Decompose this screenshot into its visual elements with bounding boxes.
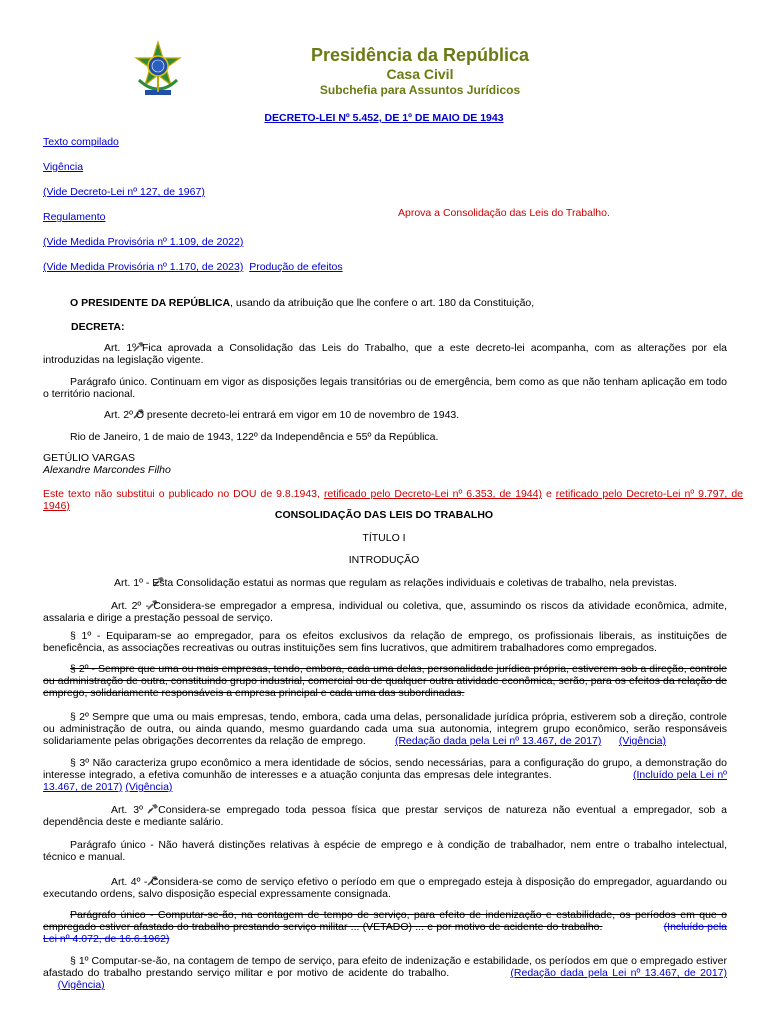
titulo-i: TÍTULO I	[362, 532, 406, 544]
decreta-label: DECRETA:	[71, 321, 125, 333]
clt-art3-par: Parágrafo único - Não haverá distinções relativas à espécie de emprego e à condição de trabalhador, nem entre o trabalho intelectual, técnico e manual.	[43, 839, 727, 863]
par-unico-decree: Parágrafo único. Continuam em vigor as disposições legais transitórias ou de emergência, bem como as que não tenham aplicação em todo o território nacional.	[43, 376, 727, 400]
link-vigencia-art4[interactable]: (Vigência)	[57, 979, 105, 991]
link-vide-mp-1109[interactable]: (Vide Medida Provisória nº 1.109, de 2022)	[43, 236, 244, 248]
clt-par1: § 1º - Equiparam-se ao empregador, para os efeitos exclusivos da relação de emprego, os profissionais liberais, as instituições de beneficência, as associações recreativas ou outras instituições sem fins lucrativos, que admitirem trabalhadores como empregados.	[43, 630, 727, 654]
clt-art2: Art. 2º - Considera-se empregador a empresa, individual ou coletiva, que, assumindo os riscos da atividade econômica, admite, assalaria e dirige a prestação pessoal de serviço.	[43, 600, 727, 624]
clt-art4-par-revoked: Parágrafo único - Computar-se-ão, na contagem de tempo de serviço, para efeito de indenização e estabilidade, os períodos em que o empregado estiver afastado do trabalho prestando serviço militar ... (VETADO) ... e por motivo de acidente do trabalho. (Incluído pela Lei nº 4.072, de 16.6.1962)	[43, 909, 728, 945]
link-vigencia-par2[interactable]: (Vigência)	[618, 735, 666, 747]
clt-title: CONSOLIDAÇÃO DAS LEIS DO TRABALHO	[274, 509, 494, 521]
link-redacao-13467[interactable]: (Redação dada pela Lei nº 13.467, de 2017)	[394, 735, 602, 747]
clt-art4-par1: § 1º Computar-se-ão, na contagem de tempo de serviço, para efeito de indenização e estabilidade, os períodos em que o empregado estiver afastado do trabalho prestando serviço militar e por motivo de acidente do trabalho. (Redação dada pela Lei nº 13.467, de 2017) (Vigência)	[43, 955, 727, 991]
clt-art1: Art. 1º - Esta Consolidação estatui as normas que regulam as relações individuais e coletivas de trabalho, nela previstas.	[43, 576, 727, 589]
link-vide-decreto-lei-127[interactable]: (Vide Decreto-Lei nº 127, de 1967)	[43, 186, 205, 198]
link-producao-efeitos[interactable]: Produção de efeitos	[249, 261, 343, 273]
link-texto-compilado[interactable]: Texto compilado	[43, 136, 119, 148]
hammer-icon[interactable]	[95, 875, 107, 886]
clt-art4: Art. 4º - Considera-se como de serviço efetivo o período em que o empregado esteja à disposição do empregador, aguardando ou executando ordens, salvo disposição especial expressamente consignada.	[43, 876, 727, 900]
hammer-icon[interactable]	[88, 408, 100, 419]
decree-title-link[interactable]: DECRETO-LEI Nº 5.452, DE 1º DE MAIO DE 1943	[264, 112, 504, 124]
link-incluido-4072[interactable]: (Incluído pela Lei nº 4.072, de 16.6.1962)	[43, 921, 728, 945]
clt-par2-revoked: § 2º - Sempre que uma ou mais empresas, tendo, embora, cada uma delas, personalidade jurídica própria, estiverem sob a direção, controle ou administração de outra, constituindo grupo industrial, comercial ou de qualquer outra atividade econômica, serão, para os efeitos da relação de emprego, solidariamente responsáveis a empresa principal e cada uma das subordinadas.	[43, 663, 727, 699]
header-titles	[300, 44, 540, 98]
brasao-emblem-icon	[133, 40, 183, 100]
link-retificado-9797[interactable]: retificado pelo Decreto-Lei nº 9.797, de 1946)	[43, 488, 743, 512]
ementa: Aprova a Consolidação das Leis do Trabalho.	[398, 207, 610, 219]
hammer-icon[interactable]	[88, 341, 100, 352]
place-date: Rio de Janeiro, 1 de maio de 1943, 122º da Independência e 55º da República.	[70, 431, 439, 443]
link-redacao-13467-art4[interactable]: (Redação dada pela Lei nº 13.467, de 2017)	[510, 967, 727, 979]
preamble-bold: O PRESIDENTE DA REPÚBLICA	[70, 297, 231, 309]
hammer-icon[interactable]	[95, 803, 107, 814]
link-incluido-13467[interactable]: (Incluído pela Lei nº 13.467, de 2017)	[43, 769, 727, 793]
link-vide-mp-1170[interactable]: (Vide Medida Provisória nº 1.170, de 2023)	[43, 261, 244, 273]
art1-decree: Art. 1º Fica aprovada a Consolidação das Leis do Trabalho, que a este decreto-lei acompanha, com as alterações por ela introduzidas na legislação vigente.	[43, 342, 727, 366]
header-subtitle: Casa Civil	[386, 66, 454, 82]
hammer-icon[interactable]	[98, 576, 110, 587]
preamble-rest: , usando da atribuição que lhe confere o art. 180 da Constituição,	[230, 297, 535, 309]
link-retificado-6353[interactable]: retificado pelo Decreto-Lei nº 6.353, de 1944)	[323, 488, 542, 500]
notice: Este texto não substitui o publicado no DOU de 9.8.1943, retificado pelo Decreto-Lei nº 6.353, de 1944) e retificado pelo Decreto-Lei nº 9.797, de 1946)	[43, 488, 743, 512]
clt-art3: Art. 3º - Considera-se empregado toda pessoa física que prestar serviços de natureza não eventual a empregador, sob a dependência deste e mediante salário.	[43, 804, 727, 828]
header-subsubtitle: Subchefia para Assuntos Jurídicos	[319, 83, 521, 97]
header-title: Presidência da República	[310, 45, 530, 65]
art2-decree: Art. 2º O presente decreto-lei entrará em vigor em 10 de novembro de 1943.	[43, 408, 727, 421]
clt-par2-new: § 2º Sempre que uma ou mais empresas, tendo, embora, cada uma delas, personalidade jurídica própria, estiverem sob a direção, controle ou administração de outra, ou ainda quando, mesmo guardando cada uma sua autonomia, integrem grupo econômico, serão responsáveis solidariamente pelas obrigações decorrentes da relação de emprego. (Redação dada pela Lei nº 13.467, de 2017) (Vigência)	[43, 711, 727, 747]
preamble	[43, 297, 727, 309]
signer-2: Alexandre Marcondes Filho	[43, 464, 171, 476]
introducao: INTRODUÇÃO	[348, 554, 420, 566]
clt-par3: § 3º Não caracteriza grupo econômico a mera identidade de sócios, sendo necessárias, para a configuração do grupo, a demonstração do interesse integrado, a efetiva comunhão de interesses e a atuação conjunta das empresas dele integrantes. (Incluído pela Lei nº 13.467, de 2017) (Vigência)	[43, 757, 727, 793]
link-vigencia-par3[interactable]: (Vigência)	[125, 781, 173, 793]
signer-1: GETÚLIO VARGAS	[43, 452, 135, 464]
link-regulamento[interactable]: Regulamento	[43, 211, 106, 223]
link-vigencia[interactable]: Vigência	[43, 161, 84, 173]
hammer-icon[interactable]	[95, 599, 107, 610]
